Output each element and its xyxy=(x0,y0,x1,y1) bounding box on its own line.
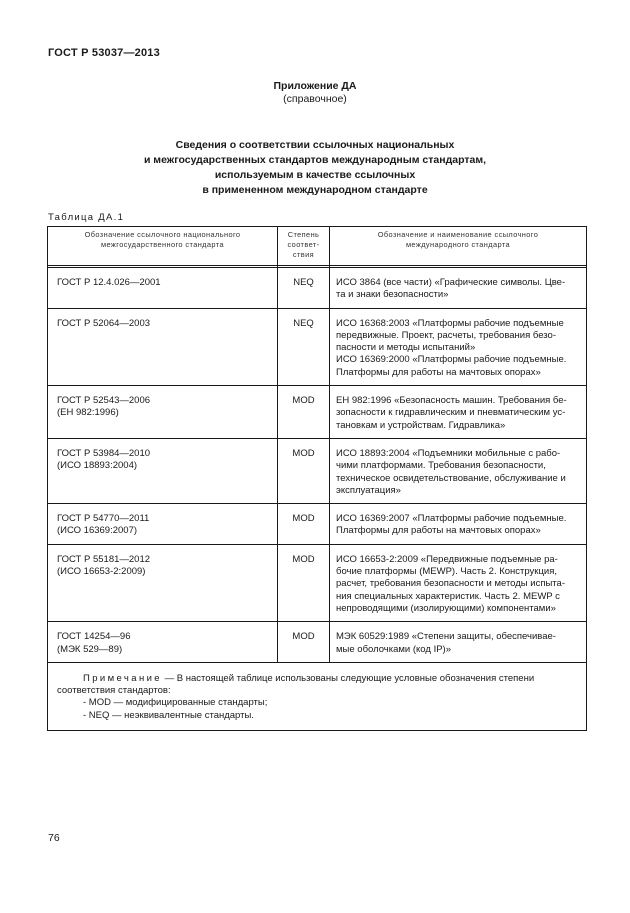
heading-line: используемым в качестве ссылочных xyxy=(214,169,416,181)
cell-degree: MOD xyxy=(278,622,330,663)
intl-standard-line: пасности и методы испытаний» xyxy=(336,342,476,354)
intl-standard-line: ИСО 16369:2007 «Платформы рабочие подъемные. xyxy=(336,513,567,525)
intl-standard-line: расчет, требования безопасности и методы испыта- xyxy=(336,578,565,590)
cell-degree: MOD xyxy=(278,504,330,545)
table-body xyxy=(48,266,587,663)
note-first-line xyxy=(57,673,578,685)
table-row xyxy=(48,622,587,663)
cell-degree: NEQ xyxy=(278,308,330,385)
table-row xyxy=(48,544,587,621)
header-intl-line: международного стандарта xyxy=(405,240,511,249)
designation-line: ГОСТ Р 12.4.026—2001 xyxy=(57,277,161,288)
designation-line: (ИСО 18893:2004) xyxy=(57,460,138,472)
intl-standard-line: МЭК 60529:1989 «Степени защиты, обеспечивае- xyxy=(336,631,556,643)
cell-degree: MOD xyxy=(278,386,330,439)
cell-intl-standard xyxy=(330,544,587,621)
cell-designation xyxy=(48,268,278,309)
cell-degree: MOD xyxy=(278,438,330,503)
note-line: - NEQ — неэквивалентные стандарты. xyxy=(83,709,254,721)
intl-standard-line: Платформы для работы на мачтовых опорах» xyxy=(336,525,541,537)
heading-line: Сведения о соответствии ссылочных национальных xyxy=(175,139,455,151)
cell-intl-standard xyxy=(330,438,587,503)
table-row xyxy=(48,504,587,545)
cell-designation xyxy=(48,544,278,621)
section-heading xyxy=(0,138,630,198)
header-intl-line: Обозначение и наименование ссылочного xyxy=(377,230,539,239)
intl-standard-line: мые оболочками (код IP)» xyxy=(336,643,451,655)
cell-degree: MOD xyxy=(278,544,330,621)
designation-line: ГОСТ Р 54770—2011 xyxy=(57,513,150,525)
appendix-subtitle: (справочное) xyxy=(283,93,347,105)
table-row xyxy=(48,438,587,503)
header-designation-line: Обозначение ссылочного национального xyxy=(84,230,241,239)
designation-line: ГОСТ 14254—96 xyxy=(57,631,131,643)
cell-intl-standard xyxy=(330,308,587,385)
cell-intl-standard xyxy=(330,504,587,545)
appendix-title: Приложение ДА xyxy=(273,80,357,92)
table-row xyxy=(48,386,587,439)
intl-standard-line: ИСО 16369:2000 «Платформы рабочие подъемные. xyxy=(336,354,567,366)
intl-standard-line: непроводящими (изолирующими) компонентами» xyxy=(336,602,556,614)
cell-intl-standard xyxy=(330,268,587,309)
intl-standard-line: ния специальных характеристик. Часть 2. MEWP с xyxy=(336,590,560,602)
cell-intl-standard xyxy=(330,622,587,663)
cell-degree: NEQ xyxy=(278,268,330,309)
intl-standard-line: чими платформами. Требования безопасности, xyxy=(336,460,546,472)
intl-standard-line: ИСО 3864 (все части) «Графические символы. Цве- xyxy=(336,277,566,288)
designation-line: ГОСТ Р 55181—2012 xyxy=(57,553,151,565)
cell-designation xyxy=(48,438,278,503)
header-degree-line: Степень xyxy=(287,230,320,239)
cell-designation xyxy=(48,308,278,385)
intl-standard-line: ИСО 18893:2004 «Подъемники мобильные с рабо- xyxy=(336,447,561,459)
intl-standard-line: эксплуатация» xyxy=(336,484,401,496)
note-line: соответствия стандартов: xyxy=(57,685,171,697)
heading-line: и межгосударственных стандартов международным стандартам, xyxy=(143,154,487,166)
intl-standard-line: Платформы для работы на мачтовых опорах» xyxy=(336,366,541,378)
correspondence-table-wrapper xyxy=(47,226,586,731)
intl-standard-line: ИСО 16368:2003 «Платформы рабочие подъемные xyxy=(336,317,564,329)
table-header-row xyxy=(48,227,587,266)
note-line: - MOD — модифицированные стандарты; xyxy=(83,697,268,709)
intl-standard-line: ЕН 982:1996 «Безопасность машин. Требования бе- xyxy=(336,395,567,407)
designation-line: (ИСО 16369:2007) xyxy=(57,525,138,537)
designation-line: (МЭК 529—89) xyxy=(57,643,123,655)
header-degree-line: ствия xyxy=(292,250,315,259)
cell-designation xyxy=(48,504,278,545)
intl-standard-line: зопасности к гидравлическим и пневматическим ус- xyxy=(336,407,566,419)
designation-line: (ЕН 982:1996) xyxy=(57,407,119,419)
heading-line: в примененном международном стандарте xyxy=(202,184,428,196)
designation-line: ГОСТ Р 52543—2006 xyxy=(57,395,151,407)
intl-standard-line: техническое освидетельствование, обслуживание и xyxy=(336,472,566,484)
correspondence-table xyxy=(47,226,587,731)
note-label: Примечание xyxy=(83,672,162,684)
header-degree-line: соответ- xyxy=(287,240,320,249)
intl-standard-line: та и знаки безопасности» xyxy=(336,289,449,301)
table-note-row xyxy=(48,662,587,730)
table-note xyxy=(48,662,587,730)
intl-standard-line: передвижные. Проект, расчеты, требования безо- xyxy=(336,329,556,341)
header-intl xyxy=(330,227,587,266)
intl-standard-line: бочие платформы (MEWP). Часть 2. Конструкция, xyxy=(336,566,557,578)
table-label: Таблица ДА.1 xyxy=(48,212,125,223)
cell-designation xyxy=(48,386,278,439)
header-designation-line: межгосударственного стандарта xyxy=(101,240,224,249)
cell-designation xyxy=(48,622,278,663)
header-degree xyxy=(278,227,330,266)
designation-line: (ИСО 16653-2:2009) xyxy=(57,566,146,578)
table-row xyxy=(48,268,587,309)
table-row xyxy=(48,308,587,385)
document-standard-id: ГОСТ Р 53037—2013 xyxy=(48,47,160,59)
designation-line: ГОСТ Р 53984—2010 xyxy=(57,447,151,459)
intl-standard-line: ИСО 16653-2:2009 «Передвижные подъемные ра- xyxy=(336,553,558,565)
header-designation xyxy=(48,227,278,266)
page-number: 76 xyxy=(48,832,60,844)
cell-intl-standard xyxy=(330,386,587,439)
designation-line: ГОСТ Р 52064—2003 xyxy=(57,317,151,329)
note-text: — В настоящей таблице использованы следующие условные обозначения степени xyxy=(162,672,535,684)
intl-standard-line: тановкам и устройствам. Гидравлика» xyxy=(336,419,506,431)
